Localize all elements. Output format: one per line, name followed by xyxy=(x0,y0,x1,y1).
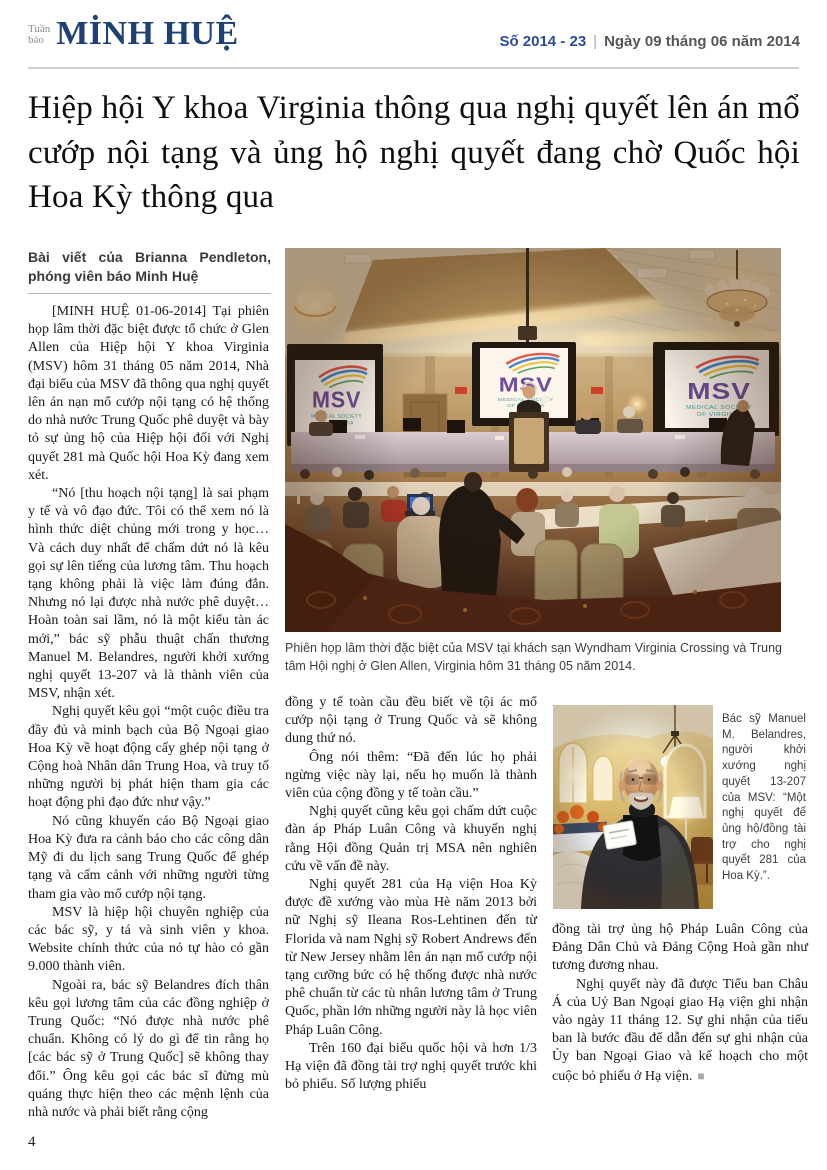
paragraph: Ông nói thêm: “Đã đến lúc họ phải ngừng việc này lại, nếu họ muốn là thành viên của cộng đồng y tế toàn cầu.” xyxy=(285,749,537,802)
issue-date: Ngày 09 tháng 06 năm 2014 xyxy=(604,33,800,50)
masthead-prefix xyxy=(28,24,50,45)
issue-block xyxy=(499,33,800,50)
paragraph: “Nó [thu hoạch nội tạng] là sai phạm y tế và vô đạo đức. Tôi có thể xem nó là hình thức diệt chủng mới trong y học… Và cách duy nhất để chấm dứt nó là kêu gọi sự lên tiếng của lương tâm. Thu hoạch tạng không phải là việc làm đúng đắn. Nhưng nó lại được nhà nước phê duyệt… Hoàn toàn sai lầm, nó là một kiểu tàn ác mới,” bác sỹ phẫu thuật chấn thương Manuel M. Belandres, người khởi xướng nghị quyết 13-207 và là thành viên của MSV, nhận xét. xyxy=(28,486,269,702)
issue-number: Số 2014 - 23 xyxy=(499,33,587,50)
paragraph: Nó cũng khuyến cáo Bộ Ngoại giao Hoa Kỳ đưa ra cảnh báo cho các công dân Mỹ đi du lịch sang Trung Quốc để ghép tạng và cấm cảnh với những người từng tham gia vào mổ cướp nội tạng. xyxy=(28,813,269,902)
masthead xyxy=(28,16,239,52)
headline-line-2: cướp nội tạng và ủng hộ nghị quyết đang chờ Quốc hội xyxy=(28,134,800,171)
paragraph-text: Nghị quyết này đã được Tiểu ban Châu Á của Uỷ Ban Ngoại giao Hạ viện ghi nhận vào ngày 11 tháng 12. Sự ghi nhận của tiểu ban là bước đầu để dẫn đến sự ghi nhận của Ủy ban Ngoại Giao và kế hoạch cho một cuộc bỏ phiếu ở Hạ viện. xyxy=(552,976,808,1084)
masthead-prefix-line1: Tuần xyxy=(28,23,51,35)
page-number: 4 xyxy=(28,1134,36,1150)
headline-line-1: Hiệp hội Y khoa Virginia thông qua nghị quyết lên án mổ xyxy=(28,90,800,126)
page-title xyxy=(28,86,800,220)
article-column-2 xyxy=(285,694,537,1094)
masthead-prefix-line2: báo xyxy=(28,33,44,46)
issue-date-separator: | xyxy=(593,33,598,50)
photo-vignette xyxy=(553,705,713,909)
article-column-1 xyxy=(28,303,269,1122)
conference-photo xyxy=(285,248,781,632)
paragraph: [MINH HUỆ 01-06-2014] Tại phiên họp lâm thời đặc biệt được tổ chức ở Glen Allen của Hiệp hội Y khoa Virginia (MSV) hôm 31 tháng 05 năm 2014, Nhà đại biểu của MSV đã thông qua nghị quyết lên án nạn mổ cướp nội tạng có hệ thống do nhà nước Trung Quốc phê duyệt và bày tỏ sự ủng hộ của Hiệp hội đối với Nghị quyết 281 mà Quốc hội Hoa Kỳ đang xem xét. xyxy=(28,304,269,483)
header-rule xyxy=(28,67,799,69)
conference-photo-caption: Phiên họp lâm thời đặc biệt của MSV tại khách sạn Wyndham Virginia Crossing và Trung tâm Hội nghị ở Glen Allen, Virginia hôm 31 tháng 05 năm 2014. xyxy=(285,641,782,673)
end-mark: ■ xyxy=(697,1068,705,1083)
paragraph xyxy=(552,976,808,1086)
paragraph: Ngoài ra, bác sỹ Belandres đích thân kêu gọi lương tâm của các đồng nghiệp ở Trung Quốc: “Nó được nhà nước phê chuẩn. Không có lý do gì để tin rằng họ [các bác sỹ ở Trung Quốc] sẽ không thay đổi.” Ông kêu gọi các bác sĩ đừng mù quáng thực hiện theo các mệnh lệnh của nhà nước và phải biết rằng cộng xyxy=(28,977,269,1120)
portrait-photo xyxy=(553,705,713,909)
paragraph: Nghị quyết 281 của Hạ viện Hoa Kỳ được đề xướng vào mùa Hè năm 2013 bởi nữ Nghị sỹ Ileana Ros-Lehtinen đến từ Florida và nam Nghị sỹ Robert Andrews đến từ New Jersey nhằm lên án nạn mổ cướp nội tạng cưỡng bức có hệ thống được nhà nước phê chuẩn từ các tù nhân lương tâm ở Trung Quốc, phần lớn những người này là học viên Pháp Luân Công. xyxy=(285,877,537,1038)
paragraph: Trên 160 đại biểu quốc hội và hơn 1/3 Hạ viện đã đồng tài trợ nghị quyết trước khi bỏ phiếu. Số lượng phiếu xyxy=(285,1040,537,1093)
masthead-title: MİNH HUỆ xyxy=(56,15,239,52)
paragraph: MSV là hiệp hội chuyên nghiệp của các bác sỹ, y tá và sinh viên y khoa. Website chính thức của nó tự hào có gần 9.000 thành viên. xyxy=(28,904,269,975)
paragraph: Nghị quyết kêu gọi “một cuộc điều tra đầy đủ và minh bạch của Bộ Ngoại giao Hoa Kỳ về hoạt động cấy ghép nội tạng ở Cộng hoà Nhân dân Trung Hoa, và truy tố những người bị phát hiện tham gia các hoạt động phi đạo đức như vậy.” xyxy=(28,704,269,811)
byline: Bài viết của Brianna Pendleton, phóng viên báo Minh Huệ xyxy=(28,249,271,284)
paragraph: đồng tài trợ ủng hộ Pháp Luân Công của Đảng Dân Chủ và Đảng Cộng Hoà gần như tương đương nhau. xyxy=(552,922,808,974)
article-column-3 xyxy=(552,921,808,1086)
portrait-photo-caption: Bác sỹ Manuel M. Belandres, người khởi xướng nghị quyết 13-207 của MSV: “Một nghị quyết để ủng hộ/đồng tài trợ cho nghị quyết 281 của Hoa Kỳ.”. xyxy=(722,713,806,883)
paragraph: Nghị quyết cũng kêu gọi chấm dứt cuộc đàn áp Pháp Luân Công và khuyến nghị rằng Hội đồng Quản trị MSA nên nghiên cứu về vấn đề này. xyxy=(285,804,537,874)
byline-rule xyxy=(28,293,271,294)
paragraph: đồng y tế toàn cầu đều biết về tội ác mổ cướp nội tạng ở Trung Quốc và sẽ không dung thứ nó. xyxy=(285,695,537,747)
headline-line-3: Hoa Kỳ thông qua xyxy=(28,179,275,215)
